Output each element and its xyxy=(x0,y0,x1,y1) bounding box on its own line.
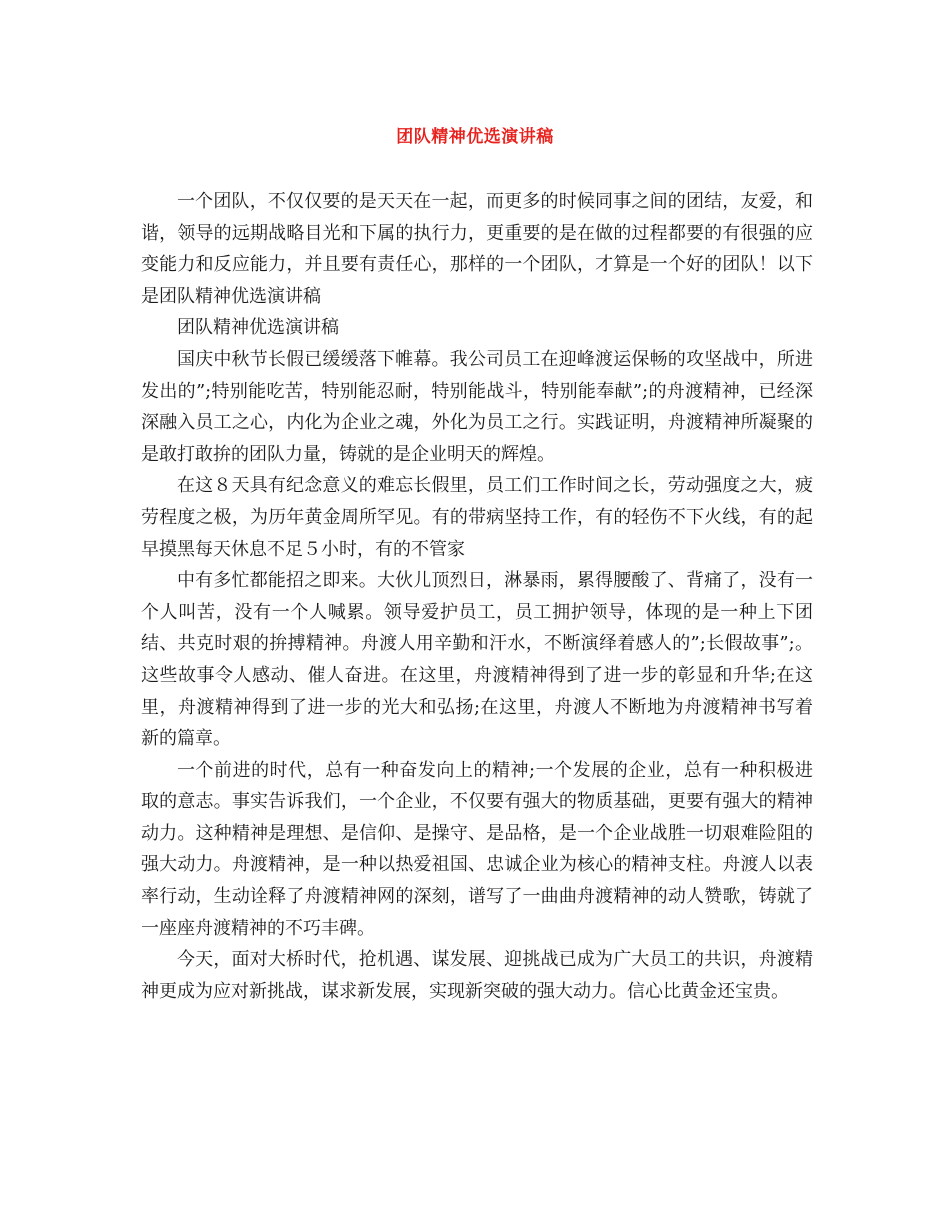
paragraph-subtitle: 团队精神优选演讲稿 xyxy=(177,317,339,339)
paragraph-era: 一个前进的时代，总有一种奋发向上的精神;一个发展的企业，总有一种积极进取的意志。事实告诉我们，一个企业，不仅要有强大的物质基础，更要有强大的精神动力。这种精神是理想、是信仰、是操守、是品格，是一个企业战胜一切艰难险阻的强大动力。舟渡精神，是一种以热爱祖国、忠诚企业为核心的精神支柱。舟渡人以表率行动，生动诠释了舟渡精神网的深刻，谱写了一曲曲舟渡精神的动人赞歌，铸就了一座座舟渡精神的不巧丰碑。 xyxy=(141,759,813,939)
document-body xyxy=(141,186,813,1007)
document-title: 团队精神优选演讲稿 xyxy=(396,127,554,147)
paragraph-today: 今天，面对大桥时代，抢机遇、谋发展、迎挑战已成为广大员工的共识，舟渡精神更成为应对新挑战，谋求新发展，实现新突破的强大动力。信心比黄金还宝贵。 xyxy=(141,949,813,1002)
paragraph-intro: 一个团队，不仅仅要的是天天在一起，而更多的时候同事之间的团结，友爱，和谐，领导的远期战略目光和下属的执行力，更重要的是在做的过程都要的有很强的应变能力和反应能力，并且要有责任心，那样的一个团队，才算是一个好的团队！以下是团队精神优选演讲稿 xyxy=(141,191,813,307)
paragraph-eight-days: 在这８天具有纪念意义的难忘长假里，员工们工作时间之长，劳动强度之大，疲劳程度之极，为历年黄金周所罕见。有的带病坚持工作，有的轻伤不下火线，有的起早摸黑每天休息不足５小时，有的不管家 xyxy=(141,475,813,560)
paragraph-team-spirit: 中有多忙都能招之即来。大伙儿顶烈日，淋暴雨，累得腰酸了、背痛了，没有一个人叫苦，没有一个人喊累。领导爱护员工，员工拥护领导，体现的是一种上下团结、共克时艰的拚搏精神。舟渡人用辛勤和汗水，不断演绎着感人的”;长假故事”;。这些故事令人感动、催人奋进。在这里，舟渡精神得到了进一步的彰显和升华;在这里，舟渡精神得到了进一步的光大和弘扬;在这里，舟渡人不断地为舟渡精神书写着新的篇章。 xyxy=(141,570,813,750)
paragraph-holiday: 国庆中秋节长假已缓缓落下帷幕。我公司员工在迎峰渡运保畅的攻坚战中，所进发出的”;特别能吃苦，特别能忍耐，特别能战斗，特别能奉献”;的舟渡精神，已经深深融入员工之心，内化为企业之魂，外化为员工之行。实践证明，舟渡精神所凝聚的是敢打敢拚的团队力量，铸就的是企业明天的辉煌。 xyxy=(141,348,813,465)
